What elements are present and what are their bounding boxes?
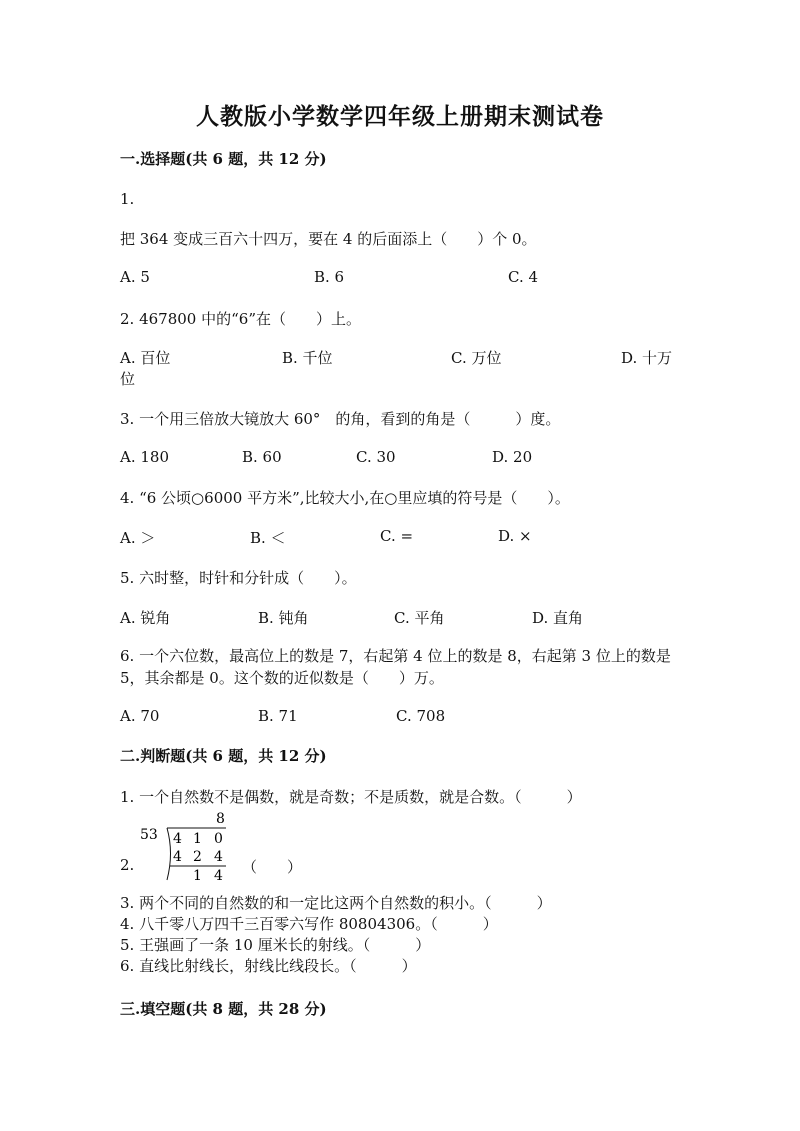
section-heading-fill: 三.填空题(共 8 题，共 28 分): [120, 1000, 327, 1018]
division-divisor: 53: [140, 827, 158, 843]
division-quotient: 8: [216, 811, 225, 827]
q4-option-c: C. =: [380, 527, 414, 545]
q5-option-c: C. 平角: [394, 609, 445, 627]
q1-option-c: C. 4: [508, 268, 539, 286]
judge-1: 1. 一个自然数不是偶数，就是奇数；不是质数，就是合数。（ ）: [120, 788, 582, 806]
q5-option-a: A. 锐角: [120, 609, 171, 627]
question-5-stem: 5. 六时整，时针和分针成（ ）。: [120, 569, 357, 587]
q3-option-b: B. 60: [242, 448, 282, 466]
q2-option-d: D. 十万: [621, 349, 673, 367]
q4-option-a: A. ＞: [120, 529, 156, 547]
q5-option-d: D. 直角: [532, 609, 584, 627]
q2-option-d-wrap: 位: [120, 370, 136, 388]
judge-2-number: 2.: [120, 856, 135, 874]
q2-option-a: A. 百位: [120, 349, 171, 367]
q2-option-c: C. 万位: [451, 349, 502, 367]
q6-option-a: A. 70: [120, 707, 160, 725]
long-division-figure: [140, 808, 240, 888]
remainder-digit-2: 4: [214, 868, 223, 884]
judge-6: 6. 直线比射线长，射线比线段长。（ ）: [120, 957, 417, 975]
q4-option-b: B. ＜: [250, 529, 286, 547]
remainder-digit-1: 1: [193, 868, 202, 884]
dividend-digit-1: 4: [173, 831, 182, 847]
q6-option-b: B. 71: [258, 707, 298, 725]
q4-option-d: D. ×: [498, 527, 532, 545]
dividend-digit-2: 1: [193, 831, 202, 847]
long-division-svg: [140, 808, 240, 888]
section-heading-choice: 一.选择题(共 6 题，共 12 分): [120, 150, 327, 168]
question-6-stem: 6. 一个六位数，最高位上的数是 7，右起第 4 位上的数是 8，右起第 3 位上的数是 5，其余都是 0。这个数的近似数是（ ）万。: [120, 647, 671, 687]
product-digit-2: 2: [193, 849, 202, 865]
q3-option-c: C. 30: [356, 448, 396, 466]
product-digit-3: 4: [214, 849, 223, 865]
q6-option-c: C. 708: [396, 707, 446, 725]
judge-3: 3. 两个不同的自然数的和一定比这两个自然数的积小。（ ）: [120, 894, 552, 912]
section-heading-judge: 二.判断题(共 6 题，共 12 分): [120, 747, 327, 765]
question-1-stem: 把 364 变成三百六十四万，要在 4 的后面添上（ ）个 0。: [120, 230, 537, 248]
q3-option-a: A. 180: [120, 448, 169, 466]
judge-2-paren: （ ）: [242, 858, 303, 876]
question-2-stem: 2. 467800 中的“6”在（ ）上。: [120, 310, 361, 328]
division-bracket: [167, 828, 171, 880]
page-title: 人教版小学数学四年级上册期末测试卷: [196, 103, 604, 130]
q2-option-b: B. 千位: [282, 349, 333, 367]
question-3-stem: 3. 一个用三倍放大镜放大 60° 的角，看到的角是（ ）度。: [120, 410, 561, 428]
judge-4: 4. 八千零八万四千三百零六写作 80804306。（ ）: [120, 915, 498, 933]
product-digit-1: 4: [173, 849, 182, 865]
question-1-number: 1.: [120, 190, 135, 208]
judge-5: 5. 王强画了一条 10 厘米长的射线。（ ）: [120, 936, 431, 954]
dividend-digit-3: 0: [214, 831, 223, 847]
q5-option-b: B. 钝角: [258, 609, 309, 627]
q1-option-b: B. 6: [314, 268, 345, 286]
question-4-stem: 4. “6 公顷○6000 平方米”,比较大小,在○里应填的符号是（ ）。: [120, 489, 570, 507]
q1-option-a: A. 5: [120, 268, 150, 286]
q3-option-d: D. 20: [492, 448, 533, 466]
